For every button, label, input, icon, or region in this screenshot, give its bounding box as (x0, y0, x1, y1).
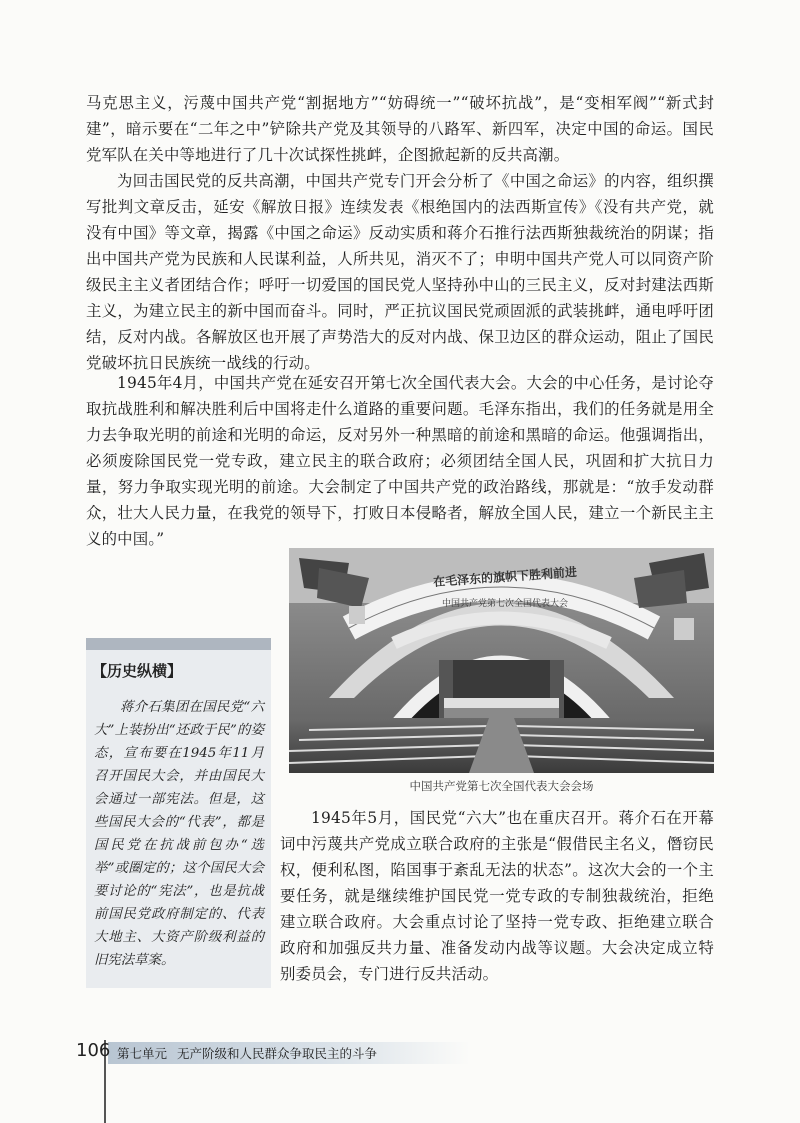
photo-banner-text: 在毛泽东的旗帜下胜利前进 (432, 564, 578, 590)
body-paragraph-4: 1945年5月，国民党“六大”也在重庆召开。蒋介石在开幕词中污蔑共产党成立联合政府的主张是“假借民主名义，僭窃民权，便利私图，陷国事于紊乱无法的状态”。这次大会的一个主要任务，就是继续维护国民党一党专政的专制独裁统治，拒绝建立联合政府。大会重点讨论了坚持一党专政、拒绝建立联合政府和加强反共力量、准备发动内战等议题。大会决定成立特别委员会，专门进行反共活动。 (280, 809, 714, 983)
body-paragraph-3: 1945年4月，中国共产党在延安召开第七次全国代表大会。大会的中心任务，是讨论夺取抗战胜利和解决胜利后中国将走什么道路的重要问题。毛泽东指出，我们的任务就是用全力去争取光明的前途和光明的命运，反对另外一种黑暗的前途和黑暗的命运。他强调指出，必须废除国民党一党专政，建立民主的联合政府；必须团结全国人民，巩固和扩大抗日力量，努力争取实现光明的前途。大会制定了中国共产党的政治路线，那就是：“放手发动群众，壮大人民力量，在我党的领导下，打败日本侵略者，解放全国人民，建立一个新民主主义的中国。” (86, 374, 714, 548)
photo-inner-banner-text: 中国共产党第七次全国代表大会 (441, 599, 568, 609)
history-sidebar (86, 638, 271, 988)
footer-unit: 第七单元 (117, 1046, 168, 1061)
body-paragraph-2: 为回击国民党的反共高潮，中国共产党专门开会分析了《中国之命运》的内容，组织撰写批判文章反击，延安《解放日报》连续发表《根绝国内的法西斯宣传》《没有共产党，就没有中国》等文章，揭露《中国之命运》反动实质和蒋介石推行法西斯独裁统治的阴谋；指出中国共产党为民族和人民谋利益，人所共见，消灭不了；申明中国共产党人可以同资产阶级民主主义者团结合作；呼吁一切爱国的国民党人坚持孙中山的三民主义，反对封建法西斯主义，为建立民主的新中国而奋斗。同时，严正抗议国民党顽固派的武装挑衅，通电呼吁团结，反对内战。各解放区也开展了声势浩大的反对内战、保卫边区的群众运动，阻止了国民党破坏抗日民族统一战线的行动。 (86, 172, 714, 372)
sidebar-text: 蒋介石集团在国民党“六大”上装扮出“还政于民”的姿态，宣布要在1945年11月召开国民大会，并由国民大会通过一部宪法。但是，这些国民大会的“代表”，都是国民党在抗战前包办“选举”或圈定的；这个国民大会要讨论的“宪法”，也是抗战前国民党政府制定的、代表大地主、大资产阶级利益的旧宪法草案。 (94, 700, 264, 968)
body-paragraph-1: 马克思主义，污蔑中国共产党“割据地方”“妨碍统一”“破坏抗战”，是“变相军阀”“新式封建”，暗示要在“二年之中”铲除共产党及其领导的八路军、新四军，决定中国的命运。国民党军队在关中等地进行了几十次试探性挑衅，企图掀起新的反共高潮。 (86, 94, 714, 164)
footer-unit-name: 无产阶级和人民群众争取民主的斗争 (177, 1046, 378, 1061)
page-number: 106 (76, 1040, 111, 1061)
sidebar-heading: 【历史纵横】 (92, 662, 183, 680)
photo-caption: 中国共产党第七次全国代表大会会场 (409, 779, 594, 793)
footer-unit-title (117, 1044, 387, 1062)
